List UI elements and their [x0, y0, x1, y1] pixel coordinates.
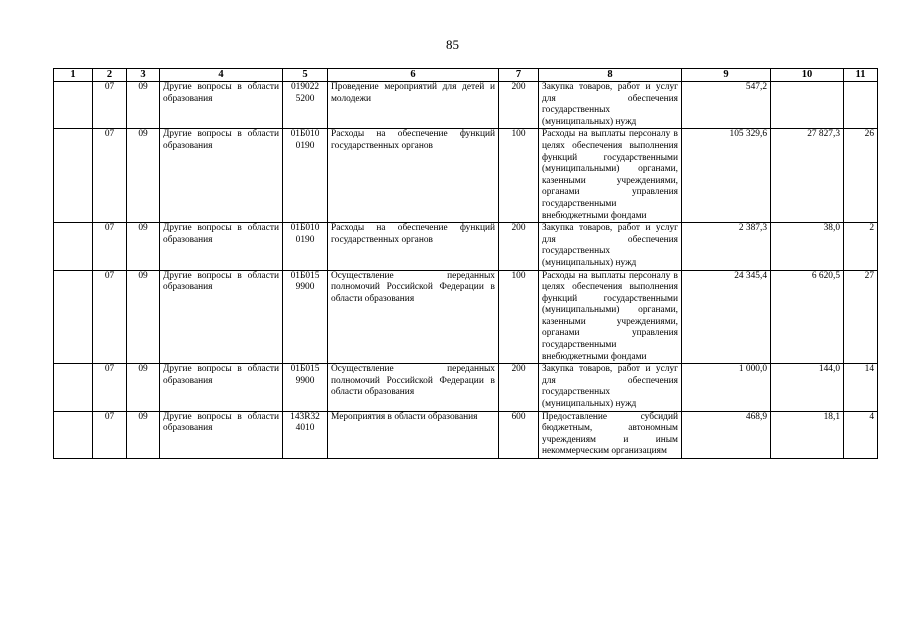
column-header-10: 10: [771, 69, 844, 82]
target-article-code: 019022 5200: [283, 82, 328, 129]
expense-type-code: 200: [499, 223, 539, 270]
subsection-code: 09: [127, 364, 160, 411]
execution-percent: [844, 82, 878, 129]
expense-type-code: 100: [499, 129, 539, 223]
target-article-name: Осуществление переданных полномочий Российской Федерации в области образования: [328, 270, 499, 364]
expense-type-name: Расходы на выплаты персоналу в целях обеспечения выполнения функций государственными (муниципальными) органами, казенными учреждениями, органами управления государственными внебюджетными фондами: [539, 129, 682, 223]
section-code: 07: [93, 411, 127, 458]
column-header-8: 8: [539, 69, 682, 82]
target-article-code: 01Б010 0190: [283, 129, 328, 223]
amount-executed: 144,0: [771, 364, 844, 411]
execution-percent: 4: [844, 411, 878, 458]
row-index-cell: [54, 82, 93, 129]
section-code: 07: [93, 223, 127, 270]
target-article-name: Расходы на обеспечение функций государственных органов: [328, 129, 499, 223]
column-header-4: 4: [160, 69, 283, 82]
subsection-code: 09: [127, 223, 160, 270]
amount-executed: 27 827,3: [771, 129, 844, 223]
target-article-name: Расходы на обеспечение функций государственных органов: [328, 223, 499, 270]
execution-percent: 2: [844, 223, 878, 270]
column-header-5: 5: [283, 69, 328, 82]
expense-type-name: Расходы на выплаты персоналу в целях обеспечения выполнения функций государственными (муниципальными) органами, казенными учреждениями, органами управления государственными внебюджетными фондами: [539, 270, 682, 364]
amount-executed: [771, 82, 844, 129]
section-name: Другие вопросы в области образования: [160, 364, 283, 411]
subsection-code: 09: [127, 270, 160, 364]
column-header-9: 9: [682, 69, 771, 82]
expense-type-code: 200: [499, 82, 539, 129]
table-row: [54, 270, 878, 364]
column-header-11: 11: [844, 69, 878, 82]
section-name: Другие вопросы в области образования: [160, 223, 283, 270]
section-name: Другие вопросы в области образования: [160, 411, 283, 458]
table-row: [54, 129, 878, 223]
row-index-cell: [54, 411, 93, 458]
target-article-code: 01Б015 9900: [283, 270, 328, 364]
row-index-cell: [54, 223, 93, 270]
amount-planned: 2 387,3: [682, 223, 771, 270]
section-code: 07: [93, 82, 127, 129]
execution-percent: 26: [844, 129, 878, 223]
amount-executed: 6 620,5: [771, 270, 844, 364]
row-index-cell: [54, 364, 93, 411]
section-name: Другие вопросы в области образования: [160, 82, 283, 129]
amount-planned: 468,9: [682, 411, 771, 458]
expense-type-name: Закупка товаров, работ и услуг для обеспечения государственных (муниципальных) нужд: [539, 82, 682, 129]
target-article-code: 01Б010 0190: [283, 223, 328, 270]
header-row: [54, 69, 878, 82]
target-article-code: 01Б015 9900: [283, 364, 328, 411]
page-number: 85: [446, 37, 459, 52]
row-index-cell: [54, 129, 93, 223]
subsection-code: 09: [127, 129, 160, 223]
section-name: Другие вопросы в области образования: [160, 129, 283, 223]
section-code: 07: [93, 129, 127, 223]
target-article-name: Осуществление переданных полномочий Российской Федерации в области образования: [328, 364, 499, 411]
column-header-7: 7: [499, 69, 539, 82]
column-header-6: 6: [328, 69, 499, 82]
section-code: 07: [93, 364, 127, 411]
section-name: Другие вопросы в области образования: [160, 270, 283, 364]
expense-type-code: 100: [499, 270, 539, 364]
subsection-code: 09: [127, 411, 160, 458]
expense-type-name: Предоставление субсидий бюджетным, автономным учреждениям и иным некоммерческим организациям: [539, 411, 682, 458]
expense-type-name: Закупка товаров, работ и услуг для обеспечения государственных (муниципальных) нужд: [539, 364, 682, 411]
table-row: [54, 364, 878, 411]
target-article-name: Проведение мероприятий для детей и молодежи: [328, 82, 499, 129]
section-code: 07: [93, 270, 127, 364]
expense-type-code: 600: [499, 411, 539, 458]
table-row: [54, 411, 878, 458]
row-index-cell: [54, 270, 93, 364]
amount-planned: 24 345,4: [682, 270, 771, 364]
expense-type-name: Закупка товаров, работ и услуг для обеспечения государственных (муниципальных) нужд: [539, 223, 682, 270]
table-row: [54, 223, 878, 270]
expense-type-code: 200: [499, 364, 539, 411]
amount-executed: 38,0: [771, 223, 844, 270]
table-row: [54, 82, 878, 129]
amount-planned: 547,2: [682, 82, 771, 129]
amount-planned: 105 329,6: [682, 129, 771, 223]
budget-table: [53, 68, 878, 459]
column-header-3: 3: [127, 69, 160, 82]
execution-percent: 14: [844, 364, 878, 411]
amount-planned: 1 000,0: [682, 364, 771, 411]
subsection-code: 09: [127, 82, 160, 129]
target-article-code: 143R32 4010: [283, 411, 328, 458]
execution-percent: 27: [844, 270, 878, 364]
column-header-1: 1: [54, 69, 93, 82]
column-header-2: 2: [93, 69, 127, 82]
target-article-name: Мероприятия в области образования: [328, 411, 499, 458]
amount-executed: 18,1: [771, 411, 844, 458]
